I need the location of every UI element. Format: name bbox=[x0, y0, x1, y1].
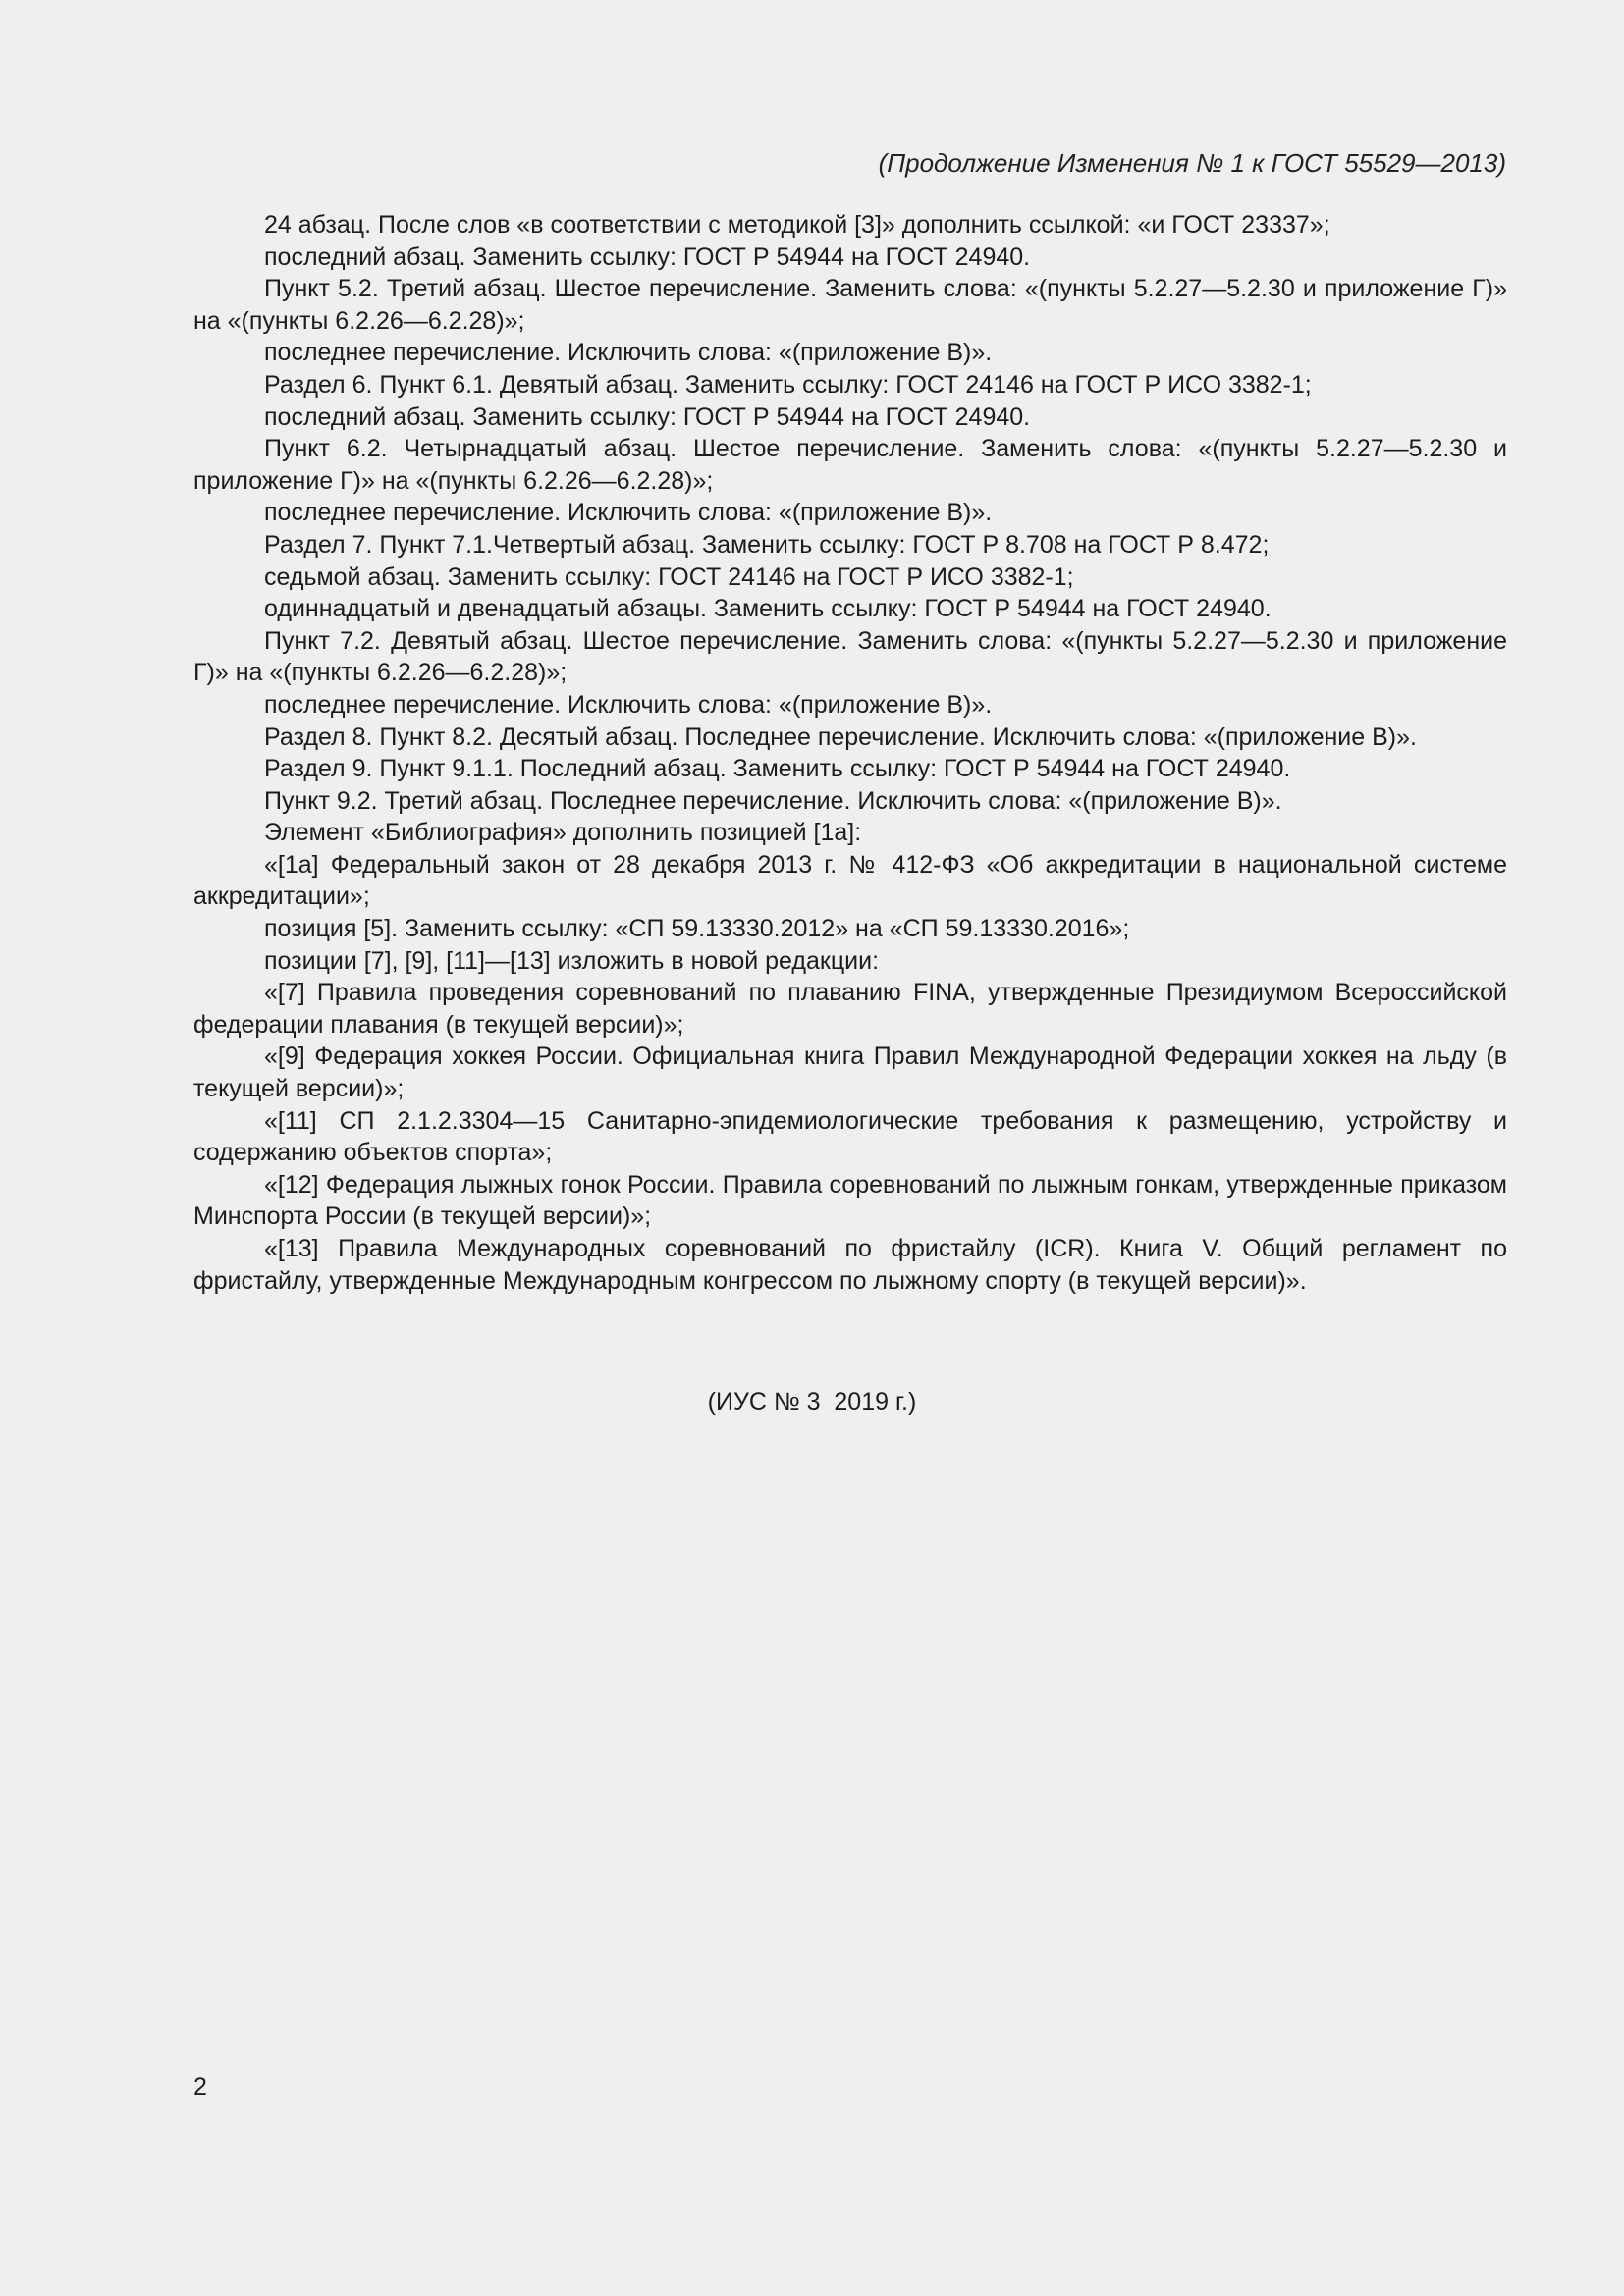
running-header: (Продолжение Изменения № 1 к ГОСТ 55529—2013) bbox=[878, 148, 1506, 178]
paragraph: последнее перечисление. Исключить слова: «(приложение В)». bbox=[264, 499, 993, 527]
paragraph: Пункт 7.2. Девятый абзац. Шестое перечисление. Заменить слова: «(пункты 5.2.27—5.2.30 и приложение Г)» на «(пункты 6.2.26—6.2.28)»; bbox=[193, 626, 1507, 687]
issue-reference: (ИУС № 3 2019 г.) bbox=[707, 1388, 917, 1415]
paragraph: Пункт 6.2. Четырнадцатый абзац. Шестое перечисление. Заменить слова: «(пункты 5.2.27—5.2.30 и приложение Г)» на «(пункты 6.2.26—6.2.28)»; bbox=[193, 435, 1507, 495]
paragraph: Раздел 9. Пункт 9.1.1. Последний абзац. Заменить ссылку: ГОСТ Р 54944 на ГОСТ 24940. bbox=[264, 755, 1291, 783]
paragraph: последний абзац. Заменить ссылку: ГОСТ Р 54944 на ГОСТ 24940. bbox=[264, 242, 1031, 271]
paragraph: Элемент «Библиография» дополнить позицией [1а]: bbox=[264, 819, 862, 847]
paragraph: «[1а] Федеральный закон от 28 декабря 2013 г. № 412-ФЗ «Об аккредитации в национальной системе аккредитации»; bbox=[193, 850, 1507, 911]
paragraph: «[9] Федерация хоккея России. Официальная книга Правил Международной Федерации хоккея на льду (в текущей версии)»; bbox=[193, 1042, 1507, 1103]
paragraph: позиция [5]. Заменить ссылку: «СП 59.13330.2012» на «СП 59.13330.2016»; bbox=[264, 915, 1130, 943]
paragraph: Пункт 9.2. Третий абзац. Последнее перечисление. Исключить слова: «(приложение В)». bbox=[264, 786, 1282, 815]
paragraph: Раздел 7. Пункт 7.1.Четвертый абзац. Заменить ссылку: ГОСТ Р 8.708 на ГОСТ Р 8.472; bbox=[264, 530, 1270, 559]
paragraph: «[7] Правила проведения соревнований по плаванию FINA, утвержденные Президиумом Всероссийской федерации плавания (в текущей версии)»; bbox=[193, 979, 1507, 1039]
paragraph: седьмой абзац. Заменить ссылку: ГОСТ 24146 на ГОСТ Р ИСО 3382-1; bbox=[264, 562, 1074, 591]
paragraph: Раздел 8. Пункт 8.2. Десятый абзац. Последнее перечисление. Исключить слова: «(приложение В)». bbox=[264, 722, 1417, 751]
paragraph: последнее перечисление. Исключить слова: «(приложение В)». bbox=[264, 339, 993, 367]
paragraph: одиннадцатый и двенадцатый абзацы. Заменить ссылку: ГОСТ Р 54944 на ГОСТ 24940. bbox=[264, 595, 1272, 623]
paragraph: последний абзац. Заменить ссылку: ГОСТ Р 54944 на ГОСТ 24940. bbox=[264, 402, 1031, 431]
paragraph: последнее перечисление. Исключить слова: «(приложение В)». bbox=[264, 690, 993, 719]
document-body bbox=[193, 209, 1507, 1297]
paragraph: 24 абзац. После слов «в соответствии с методикой [3]» дополнить ссылкой: «и ГОСТ 23337»; bbox=[264, 211, 1330, 239]
paragraph: «[13] Правила Международных соревнований по фристайлу (ICR). Книга V. Общий регламент по фристайлу, утвержденные Международным конгрессом по лыжному спорту (в текущей версии)». bbox=[193, 1235, 1507, 1295]
paragraph: «[11] СП 2.1.2.3304—15 Санитарно-эпидемиологические требования к размещению, устройству и содержанию объектов спорта»; bbox=[193, 1106, 1507, 1167]
paragraph: позиции [7], [9], [11]—[13] изложить в новой редакции: bbox=[264, 946, 880, 975]
paragraph: Пункт 5.2. Третий абзац. Шестое перечисление. Заменить слова: «(пункты 5.2.27—5.2.30 и приложение Г)» на «(пункты 6.2.26—6.2.28)»; bbox=[193, 275, 1507, 335]
paragraph: Раздел 6. Пункт 6.1. Девятый абзац. Заменить ссылку: ГОСТ 24146 на ГОСТ Р ИСО 3382-1; bbox=[264, 370, 1312, 399]
paragraph: «[12] Федерация лыжных гонок России. Правила соревнований по лыжным гонкам, утвержденные приказом Минспорта России (в текущей версии)»; bbox=[193, 1170, 1507, 1231]
page-number: 2 bbox=[193, 2073, 207, 2101]
